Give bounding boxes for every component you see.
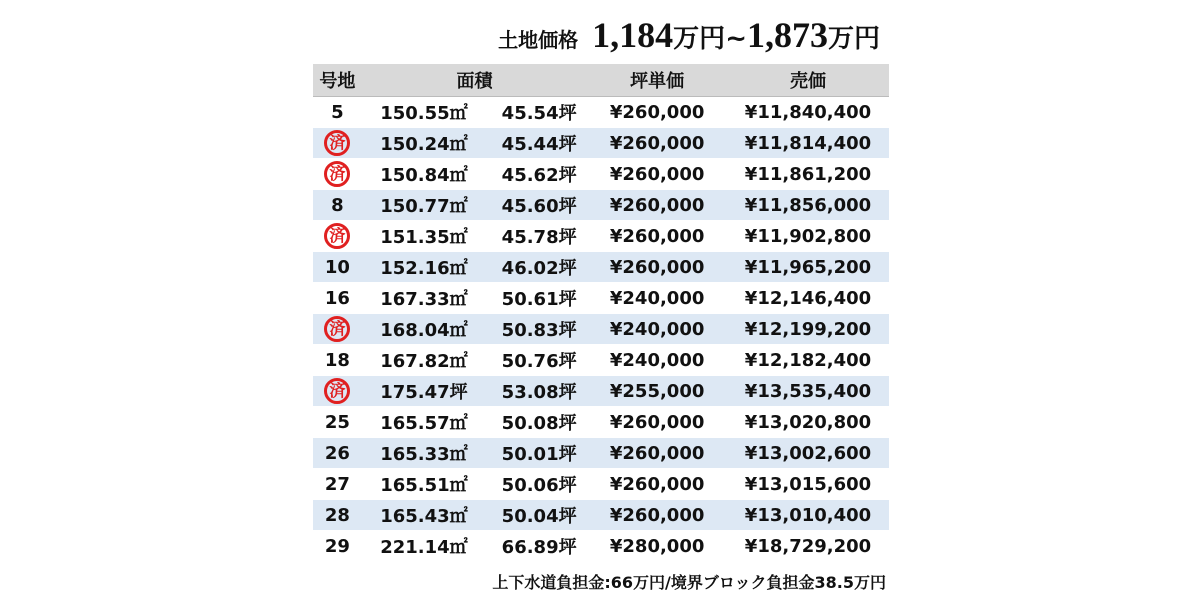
lot-number-cell: [313, 376, 362, 407]
area-sqm-cell: 150.84㎡: [362, 159, 476, 190]
lot-number-cell: [313, 314, 362, 345]
table-row: [313, 159, 889, 190]
price-cell: ¥13,020,800: [727, 407, 889, 438]
area-sqm-cell: 167.82㎡: [362, 345, 476, 376]
table-row: [313, 314, 889, 345]
area-tsubo-cell: 50.61坪: [476, 283, 588, 314]
lot-number-cell: [313, 128, 362, 159]
area-sqm-cell: 152.16㎡: [362, 252, 476, 283]
sold-stamp-icon: 済: [324, 130, 350, 156]
lot-number-cell: [313, 159, 362, 190]
lot-number-cell: 16: [313, 283, 362, 314]
price-cell: ¥13,002,600: [727, 438, 889, 469]
table-header-row: [313, 64, 889, 97]
price-cell: ¥11,840,400: [727, 97, 889, 128]
sold-stamp-icon: 済: [324, 316, 350, 342]
price-range-separator: ~: [725, 24, 747, 54]
lot-number-cell: 25: [313, 407, 362, 438]
lot-number-cell: 8: [313, 190, 362, 221]
price-cell: ¥11,965,200: [727, 252, 889, 283]
price-cell: ¥12,182,400: [727, 345, 889, 376]
unit-price-cell: ¥260,000: [587, 438, 727, 469]
area-tsubo-cell: 50.08坪: [476, 407, 588, 438]
price-cell: ¥13,535,400: [727, 376, 889, 407]
table-row: [313, 407, 889, 438]
area-tsubo-cell: 66.89坪: [476, 531, 588, 562]
table-row: [313, 252, 889, 283]
area-sqm-cell: 150.24㎡: [362, 128, 476, 159]
table-row: [313, 345, 889, 376]
area-sqm-cell: 168.04㎡: [362, 314, 476, 345]
price-cell: ¥12,146,400: [727, 283, 889, 314]
area-tsubo-cell: 45.54坪: [476, 97, 588, 128]
footnote: 上下水道負担金:66万円/境界ブロック負担金38.5万円: [492, 573, 886, 592]
price-cell: ¥11,902,800: [727, 221, 889, 252]
price-cell: ¥11,861,200: [727, 159, 889, 190]
table-row: [313, 376, 889, 407]
table-row: [313, 190, 889, 221]
unit-price-cell: ¥260,000: [587, 469, 727, 500]
price-cell: ¥13,010,400: [727, 500, 889, 531]
area-sqm-cell: 165.57㎡: [362, 407, 476, 438]
lot-number-cell: 18: [313, 345, 362, 376]
area-sqm-cell: 165.33㎡: [362, 438, 476, 469]
header-price: 売価: [727, 64, 889, 97]
price-cell: ¥11,856,000: [727, 190, 889, 221]
lot-number-cell: 5: [313, 97, 362, 128]
area-tsubo-cell: 53.08坪: [476, 376, 588, 407]
sold-stamp-icon: 済: [324, 161, 350, 187]
title-label: 土地価格: [498, 28, 579, 52]
lot-price-table: [313, 64, 889, 562]
table-row: [313, 531, 889, 562]
unit-price-cell: ¥260,000: [587, 159, 727, 190]
area-tsubo-cell: 50.83坪: [476, 314, 588, 345]
price-cell: ¥12,199,200: [727, 314, 889, 345]
table-row: [313, 283, 889, 314]
unit-price-cell: ¥260,000: [587, 500, 727, 531]
area-sqm-cell: 175.47坪: [362, 376, 476, 407]
lot-number-cell: 10: [313, 252, 362, 283]
area-sqm-cell: 165.43㎡: [362, 500, 476, 531]
price-cell: ¥13,015,600: [727, 469, 889, 500]
unit-price-cell: ¥260,000: [587, 252, 727, 283]
area-tsubo-cell: 45.78坪: [476, 221, 588, 252]
price-cell: ¥11,814,400: [727, 128, 889, 159]
table-row: [313, 500, 889, 531]
unit-price-cell: ¥280,000: [587, 531, 727, 562]
area-sqm-cell: 221.14㎡: [362, 531, 476, 562]
unit-price-cell: ¥240,000: [587, 314, 727, 345]
page-title: [0, 14, 880, 58]
unit-price-cell: ¥240,000: [587, 283, 727, 314]
lot-number-cell: [313, 221, 362, 252]
price-range-min: 1,184: [592, 15, 674, 55]
area-sqm-cell: 165.51㎡: [362, 469, 476, 500]
area-tsubo-cell: 45.62坪: [476, 159, 588, 190]
area-sqm-cell: 150.77㎡: [362, 190, 476, 221]
lot-number-cell: 29: [313, 531, 362, 562]
area-tsubo-cell: 50.06坪: [476, 469, 588, 500]
area-sqm-cell: 167.33㎡: [362, 283, 476, 314]
table-row: [313, 469, 889, 500]
price-range-max-unit: 万円: [827, 24, 880, 54]
price-range-min-unit: 万円: [673, 24, 726, 54]
table-row: [313, 97, 889, 128]
header-lot: 号地: [313, 64, 362, 97]
lot-number-cell: 26: [313, 438, 362, 469]
header-area: 面積: [362, 64, 587, 97]
sold-stamp-icon: 済: [324, 223, 350, 249]
sold-stamp-icon: 済: [324, 378, 350, 404]
area-tsubo-cell: 46.02坪: [476, 252, 588, 283]
unit-price-cell: ¥260,000: [587, 407, 727, 438]
area-tsubo-cell: 50.76坪: [476, 345, 588, 376]
area-tsubo-cell: 50.04坪: [476, 500, 588, 531]
unit-price-cell: ¥260,000: [587, 221, 727, 252]
area-sqm-cell: 150.55㎡: [362, 97, 476, 128]
unit-price-cell: ¥260,000: [587, 190, 727, 221]
unit-price-cell: ¥240,000: [587, 345, 727, 376]
header-unit-price: 坪単価: [587, 64, 727, 97]
area-tsubo-cell: 45.60坪: [476, 190, 588, 221]
price-cell: ¥18,729,200: [727, 531, 889, 562]
table-row: [313, 221, 889, 252]
unit-price-cell: ¥260,000: [587, 128, 727, 159]
table-row: [313, 438, 889, 469]
price-range: [592, 14, 880, 56]
unit-price-cell: ¥260,000: [587, 97, 727, 128]
unit-price-cell: ¥255,000: [587, 376, 727, 407]
lot-number-cell: 27: [313, 469, 362, 500]
price-range-max: 1,873: [746, 15, 828, 55]
area-tsubo-cell: 50.01坪: [476, 438, 588, 469]
lot-number-cell: 28: [313, 500, 362, 531]
table-row: [313, 128, 889, 159]
table-body: [313, 97, 889, 562]
area-sqm-cell: 151.35㎡: [362, 221, 476, 252]
area-tsubo-cell: 45.44坪: [476, 128, 588, 159]
